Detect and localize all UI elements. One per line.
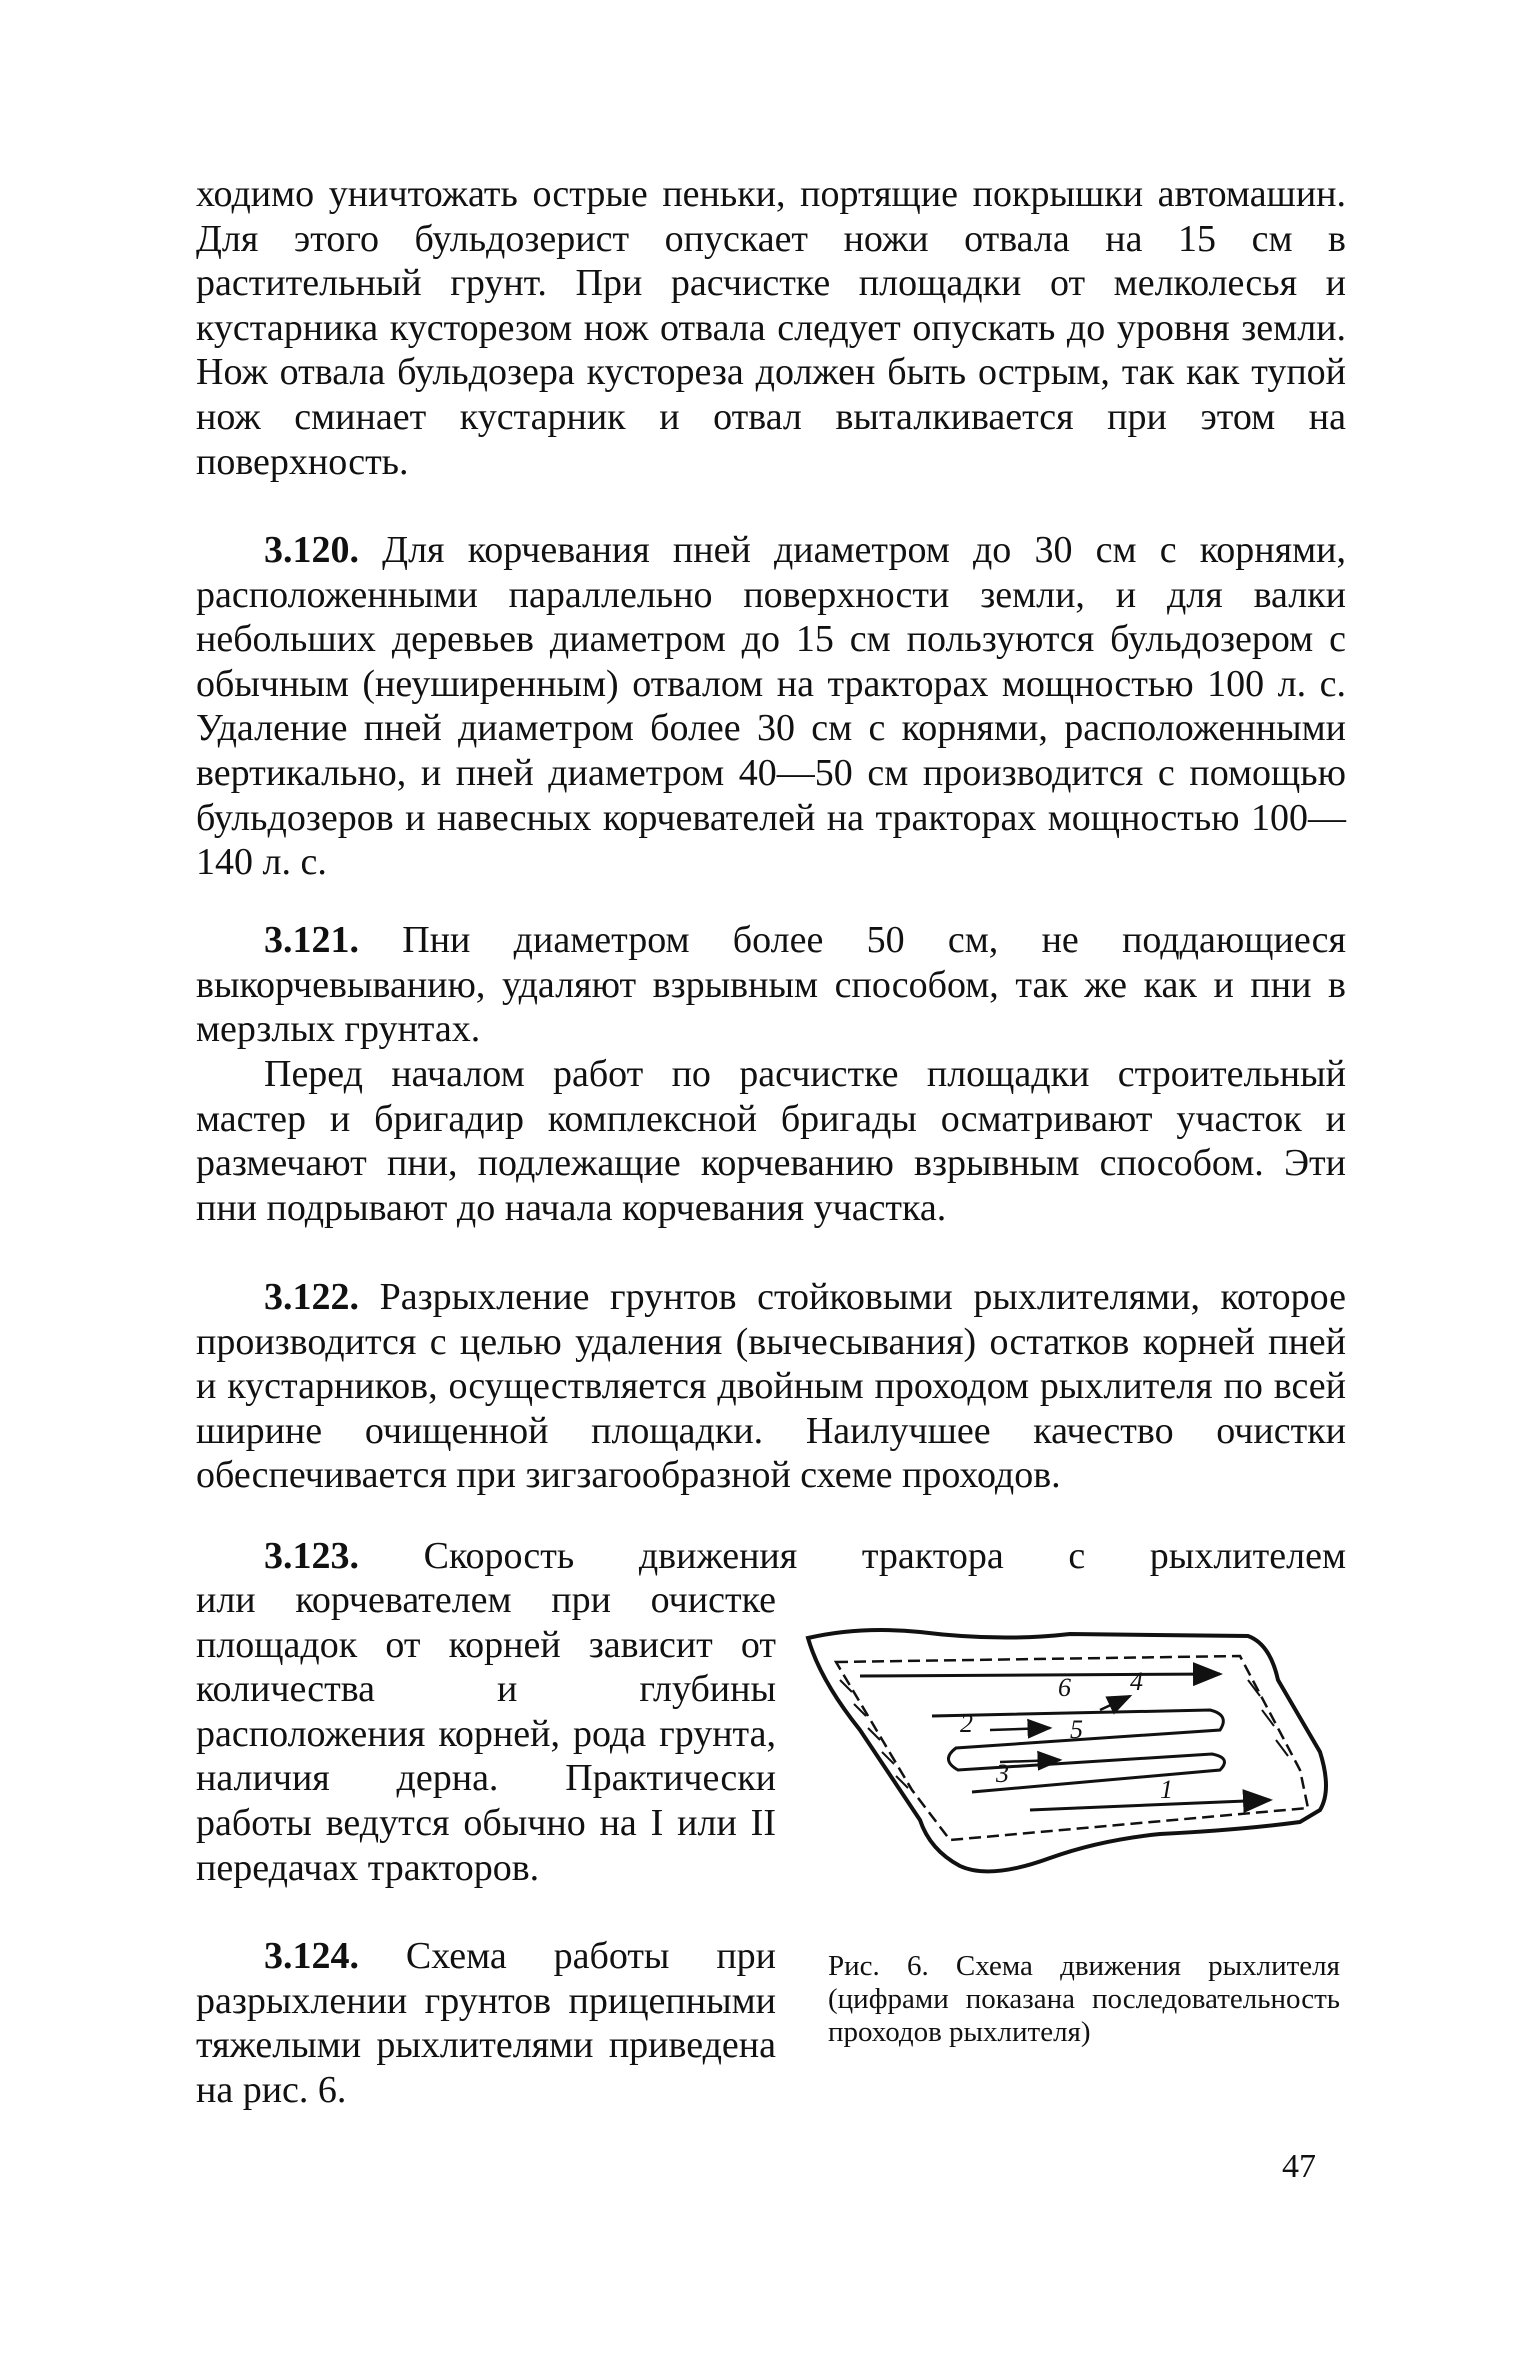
paragraph-text: Пни диаметром более 50 см, не поддающиеся выкорчевыванию, удаляют взрывным способом, так же как и пни в мерзлых грунтах. bbox=[196, 919, 1346, 1051]
hatching-right bbox=[1248, 1680, 1288, 1756]
label-5: 5 bbox=[1070, 1715, 1083, 1744]
dashed-boundary bbox=[836, 1656, 1308, 1840]
paragraph-3-124 bbox=[196, 1934, 776, 2112]
paragraph-text: Скорость движения трактора с рыхлителем bbox=[359, 1535, 1346, 1577]
paragraph-text: Разрыхление грунтов стойковыми рыхлителями, которое производится с целью удаления (вычесывания) остатков корней пней и кустарников, осуществляется двойным проходом рыхлителя по всей ширине очищенной площадки. Наилучшее качество очистки обеспечивается при зигзагообразной схеме проходов. bbox=[196, 1276, 1346, 1497]
pass-2-arrow bbox=[990, 1728, 1050, 1730]
paragraph-number: 3.124. bbox=[264, 1935, 359, 1977]
pass-6-line bbox=[860, 1674, 1220, 1676]
label-3: 3 bbox=[996, 1759, 1009, 1788]
plot-boundary bbox=[808, 1630, 1326, 1871]
paragraph-3-121-continued: Перед началом работ по расчистке площадки строительный мастер и бригадир комплексной бригады осматривают участок и размечают пни, подлежащие корчеванию взрывным способом. Эти пни подрывают до начала корчевания участка. bbox=[196, 1053, 1346, 1229]
paragraph-number: 3.121. bbox=[264, 919, 359, 961]
paragraph-3-120 bbox=[196, 528, 1346, 885]
pass-1-line bbox=[1030, 1800, 1270, 1810]
paragraph-number: 3.120. bbox=[264, 529, 359, 571]
paragraph-3-123-rest: или корчевателем при очистке площадок от корней зависит от количества и глубины расположения корней, рода грунта, наличия дерна. Практически работы ведутся обычно на I или II передачах тракторов. bbox=[196, 1579, 776, 1889]
paragraph-3-122 bbox=[196, 1275, 1346, 1498]
paragraph-intro: ходимо уничтожать острые пеньки, портящие покрышки автомашин. Для этого бульдозерист опускает ножи отвала на 15 см в растительный грунт. При расчистке площадки от мелколесья и кустарника кусторезом нож отвала следует опускать до уровня земли. Нож отвала бульдозера кустореза должен быть острым, так как тупой нож сминает кустарник и отвал выталкивается при этом на поверхность. bbox=[196, 173, 1346, 483]
pass-3-arrow bbox=[1000, 1760, 1060, 1762]
label-2: 2 bbox=[960, 1709, 973, 1738]
paragraph-3-123-first-line bbox=[196, 1534, 1346, 1579]
label-4: 4 bbox=[1130, 1667, 1143, 1696]
pass-4-arrow bbox=[1100, 1696, 1130, 1710]
paragraph-number: 3.122. bbox=[264, 1276, 359, 1318]
paragraph-text: Схема работы при разрыхлении грунтов прицепными тяжелыми рыхлителями приведена на рис. 6. bbox=[196, 1935, 776, 2111]
ripper-movement-diagram bbox=[800, 1620, 1340, 1920]
paragraph-number: 3.123. bbox=[264, 1535, 359, 1577]
label-6: 6 bbox=[1058, 1673, 1071, 1702]
page-number: 47 bbox=[1282, 2148, 1316, 2185]
figure-caption: Рис. 6. Схема движения рыхлителя (цифрами показана последовательность проходов рыхлителя) bbox=[828, 1950, 1340, 2048]
label-1: 1 bbox=[1160, 1775, 1173, 1804]
paragraph-3-121 bbox=[196, 918, 1346, 1052]
hatching-left bbox=[840, 1680, 908, 1788]
paragraph-text: Для корчевания пней диаметром до 30 см с корнями, расположенными параллельно поверхности земли, и для валки небольших деревьев диаметром до 15 см пользуются бульдозером с обычным (неуширенным) отвалом на тракторах мощностью 100 л. с. Удаление пней диаметром более 30 см с корнями, расположенными вертикально, и пней диаметром 40—50 см производится с помощью бульдозеров и навесных корчевателей на тракторах мощностью 100—140 л. с. bbox=[196, 529, 1346, 884]
